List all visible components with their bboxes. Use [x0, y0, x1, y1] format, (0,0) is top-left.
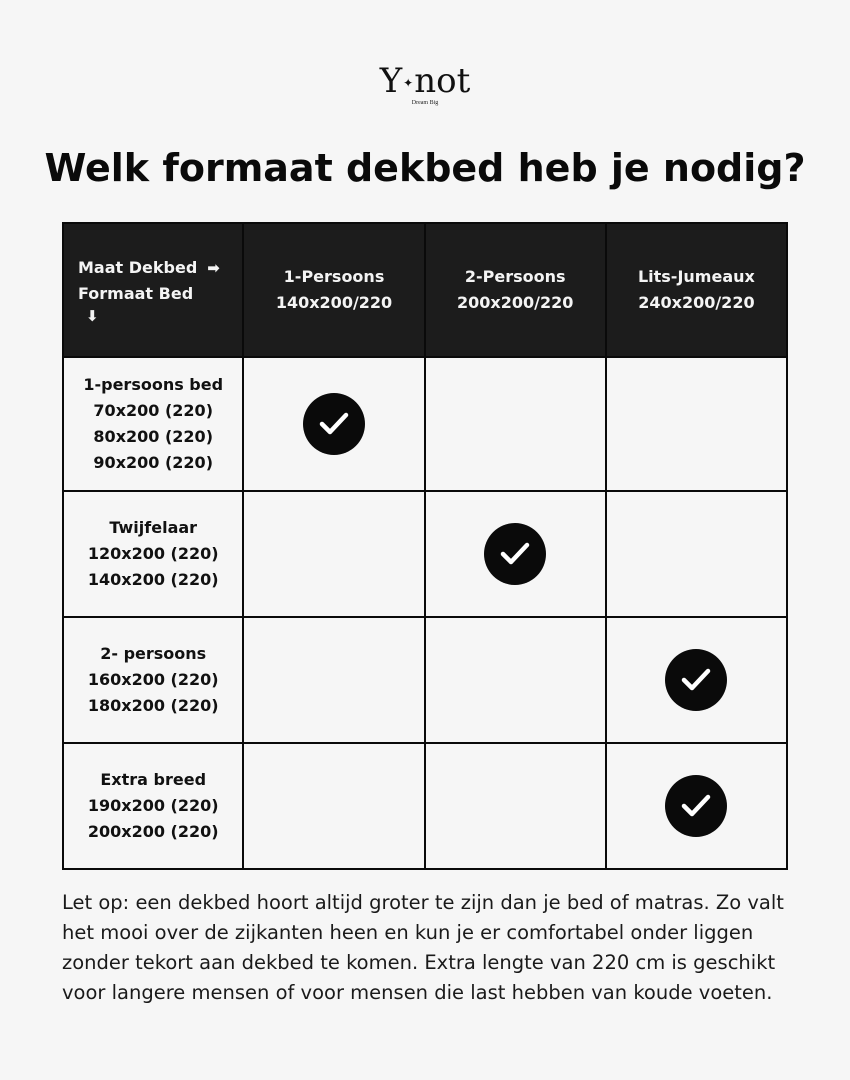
row-size: 180x200 (220) [87, 696, 219, 715]
column-size: 200x200/220 [457, 293, 574, 312]
table-cell [425, 357, 606, 491]
row-size: 90x200 (220) [93, 453, 213, 472]
row-label [63, 357, 243, 491]
row-name: Twijfelaar [109, 518, 198, 537]
column-name: 1-Persoons [283, 267, 385, 286]
table-cell [606, 491, 787, 617]
table-cell [243, 491, 424, 617]
table-cell [606, 743, 787, 869]
row-label [63, 743, 243, 869]
column-header [425, 223, 606, 357]
arrow-right-icon: ➡ [207, 259, 220, 277]
corner-header [63, 223, 243, 357]
row-name: 2- persoons [100, 644, 207, 663]
table-cell [243, 743, 424, 869]
row-label [63, 491, 243, 617]
row-size: 140x200 (220) [87, 570, 219, 589]
table-row [63, 743, 787, 869]
table-cell [425, 617, 606, 743]
table-cell [606, 357, 787, 491]
corner-label-dekbed: Maat Dekbed [78, 258, 198, 277]
row-name: 1-persoons bed [83, 375, 224, 394]
page-title: Welk formaat dekbed heb je nodig? [44, 146, 806, 190]
column-header [243, 223, 424, 357]
table-cell [243, 357, 424, 491]
row-name: Extra breed [100, 770, 207, 789]
header-row [63, 223, 787, 357]
table-cell [606, 617, 787, 743]
column-name: Lits-Jumeaux [637, 267, 755, 286]
check-circle-icon [484, 523, 546, 585]
size-table [62, 222, 788, 870]
table-row [63, 491, 787, 617]
row-size: 200x200 (220) [87, 822, 219, 841]
brand-logo [0, 62, 850, 106]
table-row [63, 357, 787, 491]
logo-text-right: not [414, 61, 471, 101]
row-label [63, 617, 243, 743]
corner-label-bed: Formaat Bed [78, 284, 194, 303]
check-circle-icon [303, 393, 365, 455]
column-size: 240x200/220 [638, 293, 755, 312]
column-size: 140x200/220 [275, 293, 393, 312]
check-circle-icon [665, 775, 727, 837]
info-note: Let op: een dekbed hoort altijd groter te zijn dan je bed of matras. Zo valt het mooi over de zijkanten heen en kun je er comfortabel onder liggen zonder tekort aan dekbed te komen. Extra lengte van 220 cm is geschikt voor langere mensen of voor mensen die last hebben van koude voeten. [62, 891, 784, 1004]
row-size: 80x200 (220) [93, 427, 213, 446]
row-size: 70x200 (220) [93, 401, 213, 420]
arrow-down-icon: ⬇ [86, 307, 99, 325]
table-cell [425, 743, 606, 869]
logo-wordmark [0, 62, 850, 102]
row-size: 120x200 (220) [87, 544, 219, 563]
logo-text-left: Y [379, 61, 403, 101]
column-name: 2-Persoons [464, 267, 566, 286]
four-point-star-icon: ✦ [403, 76, 414, 90]
check-circle-icon [665, 649, 727, 711]
logo-tagline: Dream Big [411, 100, 439, 106]
row-size: 160x200 (220) [87, 670, 219, 689]
table-cell [243, 617, 424, 743]
column-header [606, 223, 787, 357]
row-size: 190x200 (220) [87, 796, 219, 815]
table-row [63, 617, 787, 743]
table-cell [425, 491, 606, 617]
